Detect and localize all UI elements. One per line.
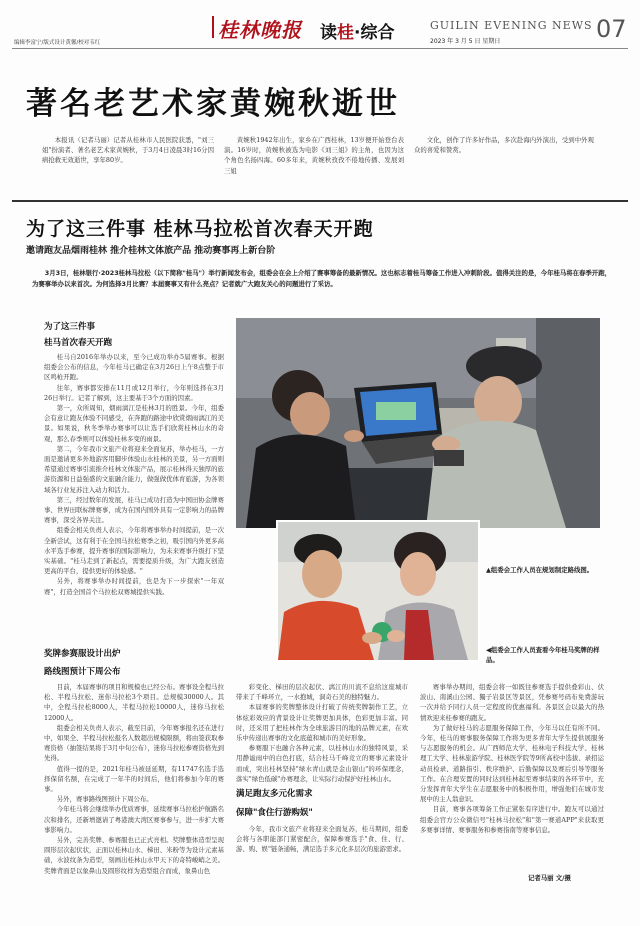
caption-1: ▲组委会工作人员在规划制定路线图。: [486, 566, 594, 574]
story-subhead: 邀请跑友品烟雨桂林 推介桂林文体旅产品 推动赛事再上新台阶: [26, 246, 276, 256]
section-rule: [12, 200, 628, 202]
col1-p5: 第三，经过数年的发展，桂马已成功打造为中国田协金牌赛事、世界田联标牌赛事，成为在国内国外具有一定影响力的品牌赛事，深受各界关注。: [44, 495, 224, 525]
col1-p2: 往年，赛事都安排在11月或12月举行，今年则选择在3月26日举行。记者了解到，这主要基于3个方面的因素。: [44, 383, 224, 402]
kicker-1b: 桂马首次春天开跑: [44, 338, 113, 348]
caption-2: ◀组委会工作人员查看今年桂马奖牌的样品。: [486, 646, 600, 664]
kicker-1a: 为了这三件事: [44, 322, 96, 332]
col3-p1: 彩变化、梯田的层次起伏、漓江的川流不息给这座城市带来了千峰环立，一水抱城，洞奇石美的独特魅力。: [236, 683, 408, 702]
header-rule: [12, 48, 628, 49]
photo-medal-sample: [276, 520, 480, 662]
col1-p6: 组委会相关负责人表示，今年将赛事举办时间提前，是一次全新尝试，这有利于在全国马拉松赛季之初，吸引国内外更多高水平选手参赛，提升赛事的国际影响力，为未来赛事升级打下坚实基础。"桂马走到了新起点，需要提质升级，为广大跑友创造更高的平台，提供更好的体验感。": [44, 526, 224, 576]
col4-p3: 目前，赛事各项筹备工作正紧张有序进行中。跑友可以通过组委会官方公众微信号"桂林马拉松"和"第一赛道APP"来获取更多赛事详情、赛事服务和参赛指南等赛事信息。: [420, 805, 604, 834]
col2-p3: 值得一提的是，2021年桂马被延延期，有11747名选手选择保留名额，在完成了一年半的时间后，他们将参加今年的赛事。: [44, 764, 224, 794]
col1-p4: 第二，今年我市文旅产业将迎来全面复苏，举办桂马，一方面是邀请更多外地游客用脚步体验山水桂林的美景，另一方面则希望通过赛事引流推介桂林文体旅产品，展示桂林得天独厚的旅游资源和日益强盛的文旅融合能力，做强做优体育旅游，为各领域各行业复苏注入动力和活力。: [44, 444, 224, 494]
obituary-col-3: 文化，创作了许多好作品，多次赴海内外演出，受到中外观众的喜爱和赞赏。: [414, 136, 594, 155]
kicker-2b: 路线图预计下周公布: [44, 667, 121, 677]
header-divider: [212, 16, 214, 38]
english-name: GUILIN EVENING NEWS: [430, 19, 593, 32]
story-lead: 3月3日，桂林银行·2023桂林马拉松（以下简称"桂马"）举行新闻发布会，组委会在会上介绍了赛事筹备的最新情况。这也标志着桂马筹备工作进入冲刺阶段。值得关注的是，今年桂马将在春季开跑，为赛事举办以来首次。为何选择3月比赛？本届赛事又有什么亮点？记者就广大跑友关心的问题进行了采访。: [32, 269, 611, 288]
kicker-3b: 保障"食住行游购娱": [236, 808, 313, 818]
col3-p4: 今年，我市文旅产业将迎来全面复苏，桂马期间，组委会将与各职能部门紧密配合，保障参赛选手"食、住、行、游、购、娱"链条通畅，满足选手多元化多层次的旅游需求。: [236, 825, 408, 854]
col1-p1: 桂马自2016年举办以来，至今已成功举办5届赛事。根据组委会公布的信息，今年桂马已确定在3月26日上午8点整于市区鸣枪开跑。: [44, 353, 224, 382]
col3-p3: 参赛服下也融合各种元素，以桂林山水的独特风景，采用静谧雨中的白色打底，结合桂马千峰竞立的赛事元素设计而成，突出桂林坚持"绿水青山就是金山银山"的环保理念，落实"绿色低碳"办赛理念，让实际行动保护好桂林山水。: [236, 744, 408, 783]
story-headline: 为了这三件事 桂林马拉松首次春天开跑: [26, 218, 374, 240]
story-col-4: [420, 682, 604, 868]
obituary-headline: 著名老艺术家黄婉秋逝世: [26, 86, 400, 122]
story-col-3: [236, 682, 408, 783]
newspaper-logo: 桂林晚报: [218, 18, 302, 42]
col2-p1: 目前，本届赛事的项目和规模也已经公布。赛事设全程马拉松、半程马拉松、迷你马拉松3个项目。总规模30000人。其中，全程马拉松8000人，半程马拉松10000人，迷你马拉松12000人。: [44, 683, 224, 722]
story-col-1: [44, 352, 224, 638]
col4-p1: 赛事举办期间，组委会将一如既往参赛选手提供叠彩山、伏波山、南溪山公园、獨子岩景区等景区，凭参赛号码布免费游玩一次并给予同行人员一定程度的优惠福利。各景区会以最大的热情欢迎来桂参赛的跑友。: [420, 683, 604, 722]
col1-p3: 第一，众所周知，烟雨漓江是桂林3月的胜景。今年，组委会有意让跑友体验不同感受，在奔跑的路途中欣赏烟雨漓江的美景。如果说，秋冬季举办赛事可以让选手们欣赏桂林山水的奇观，那么春季则可以体验桂林多变的雨景。: [44, 404, 224, 443]
section-title-a: 读: [320, 23, 337, 43]
col2-p5: 今年桂马将会继续举办优质赛事，延续赛事马拉松护航路名次和排名，还新增邀请了粤港澳大湾区赛事参与，进一步扩大赛事影响力。: [44, 805, 224, 834]
story-col-3b: [236, 824, 408, 874]
issue-date: 2023 年 3 月 5 日 星期日: [430, 38, 501, 45]
page-number: 07: [596, 15, 627, 43]
obituary-col-2: 黄婉秋1942年出生，家乡在广西桂林，13岁便开始登台表演。16岁时，黄婉秋被选为电影《刘三姐》的主角，也因为这个角色名扬四海。60多年来，黄婉秋孜孜不倦地传播、发展刘三姐: [224, 136, 404, 175]
story-byline: 记者马丽 文/摄: [528, 874, 571, 882]
kicker-3a: 满足跑友多元化需求: [236, 789, 313, 799]
photo-route-planning: [236, 318, 600, 528]
obituary-col-1: 本报讯（记者马丽）记者从桂林市人民医院获悉，"刘三姐"扮演者、著名老艺术家黄婉秋，于3月4日凌晨3时16分因病抢救无效逝世，享年80岁。: [42, 136, 214, 165]
col2-p2: 组委会相关负责人表示，截至目前，今年赛事报名还在进行中，如果全、半程马拉松报名人数超出规模限额，将由签获取参赛资格（抽签结果将于3月中旬公布），迷你马拉松参赛资格先到先得。: [44, 723, 224, 763]
section-title-b: 桂: [337, 23, 354, 43]
page-header: [0, 0, 640, 50]
col2-p6: 另外，完善奖牌、参赛服也已正式亮相。奖牌整体造型呈现圆形层次起伏状，正面以桂林山水、梯田、米粉等为设计元素基础，水波纹条为造型，刻画出桂林山水甲天下的奇特峻峭之美。奖牌背面是以象鼻山及圆形纹样为造型组合而成，象鼻山色: [44, 836, 224, 875]
section-title-c: ·综合: [354, 23, 395, 43]
col1-p7: 另外，将赛事举办时间提前，也是为下一步探索"一年双赛"，打造全国首个马拉松双赛城提供实践。: [44, 577, 224, 596]
col3-p2: 本届赛事的奖牌整体设计打破了传统奖牌制作工艺，立体炫彩效应的背景设计让奖牌更加具体，色彩更加丰富。同时，还采用了把桂林作为全球旅游目的地的品牌元素，在欢乐中传递出赛事的文化底蕴和城市的美好形象。: [236, 703, 408, 743]
col4-p2: 为了做好桂马的志愿服务保障工作，今年马以任有所不同。今年，桂马的赛事服务保障工作将为更多青年大学生提供展服务与志愿服务的机会。从广西师范大学、桂林电子科技大学、桂林理工大学、桂林旅游学院、桂林医学院等9所高校中选拔、录招运动员检录、道路指引、秩序维护、后勤保障以及赛后引导等服务工作。在合理安置的同时达到桂林起至赛事结束的各环节中，充分发挥青年大学生在志愿服务中的积极作用，增强他们在城市发展中的主人翁意识。: [420, 723, 604, 804]
editor-credits: 编辑李富宁/版式设计黄馨/校对韦红: [14, 40, 101, 46]
col2-p4: 另外，赛事路线图预计下周公布。: [56, 795, 153, 804]
kicker-2a: 奖牌参赛服设计出炉: [44, 649, 121, 659]
section-title: [320, 18, 394, 43]
story-col-2: [44, 682, 224, 875]
